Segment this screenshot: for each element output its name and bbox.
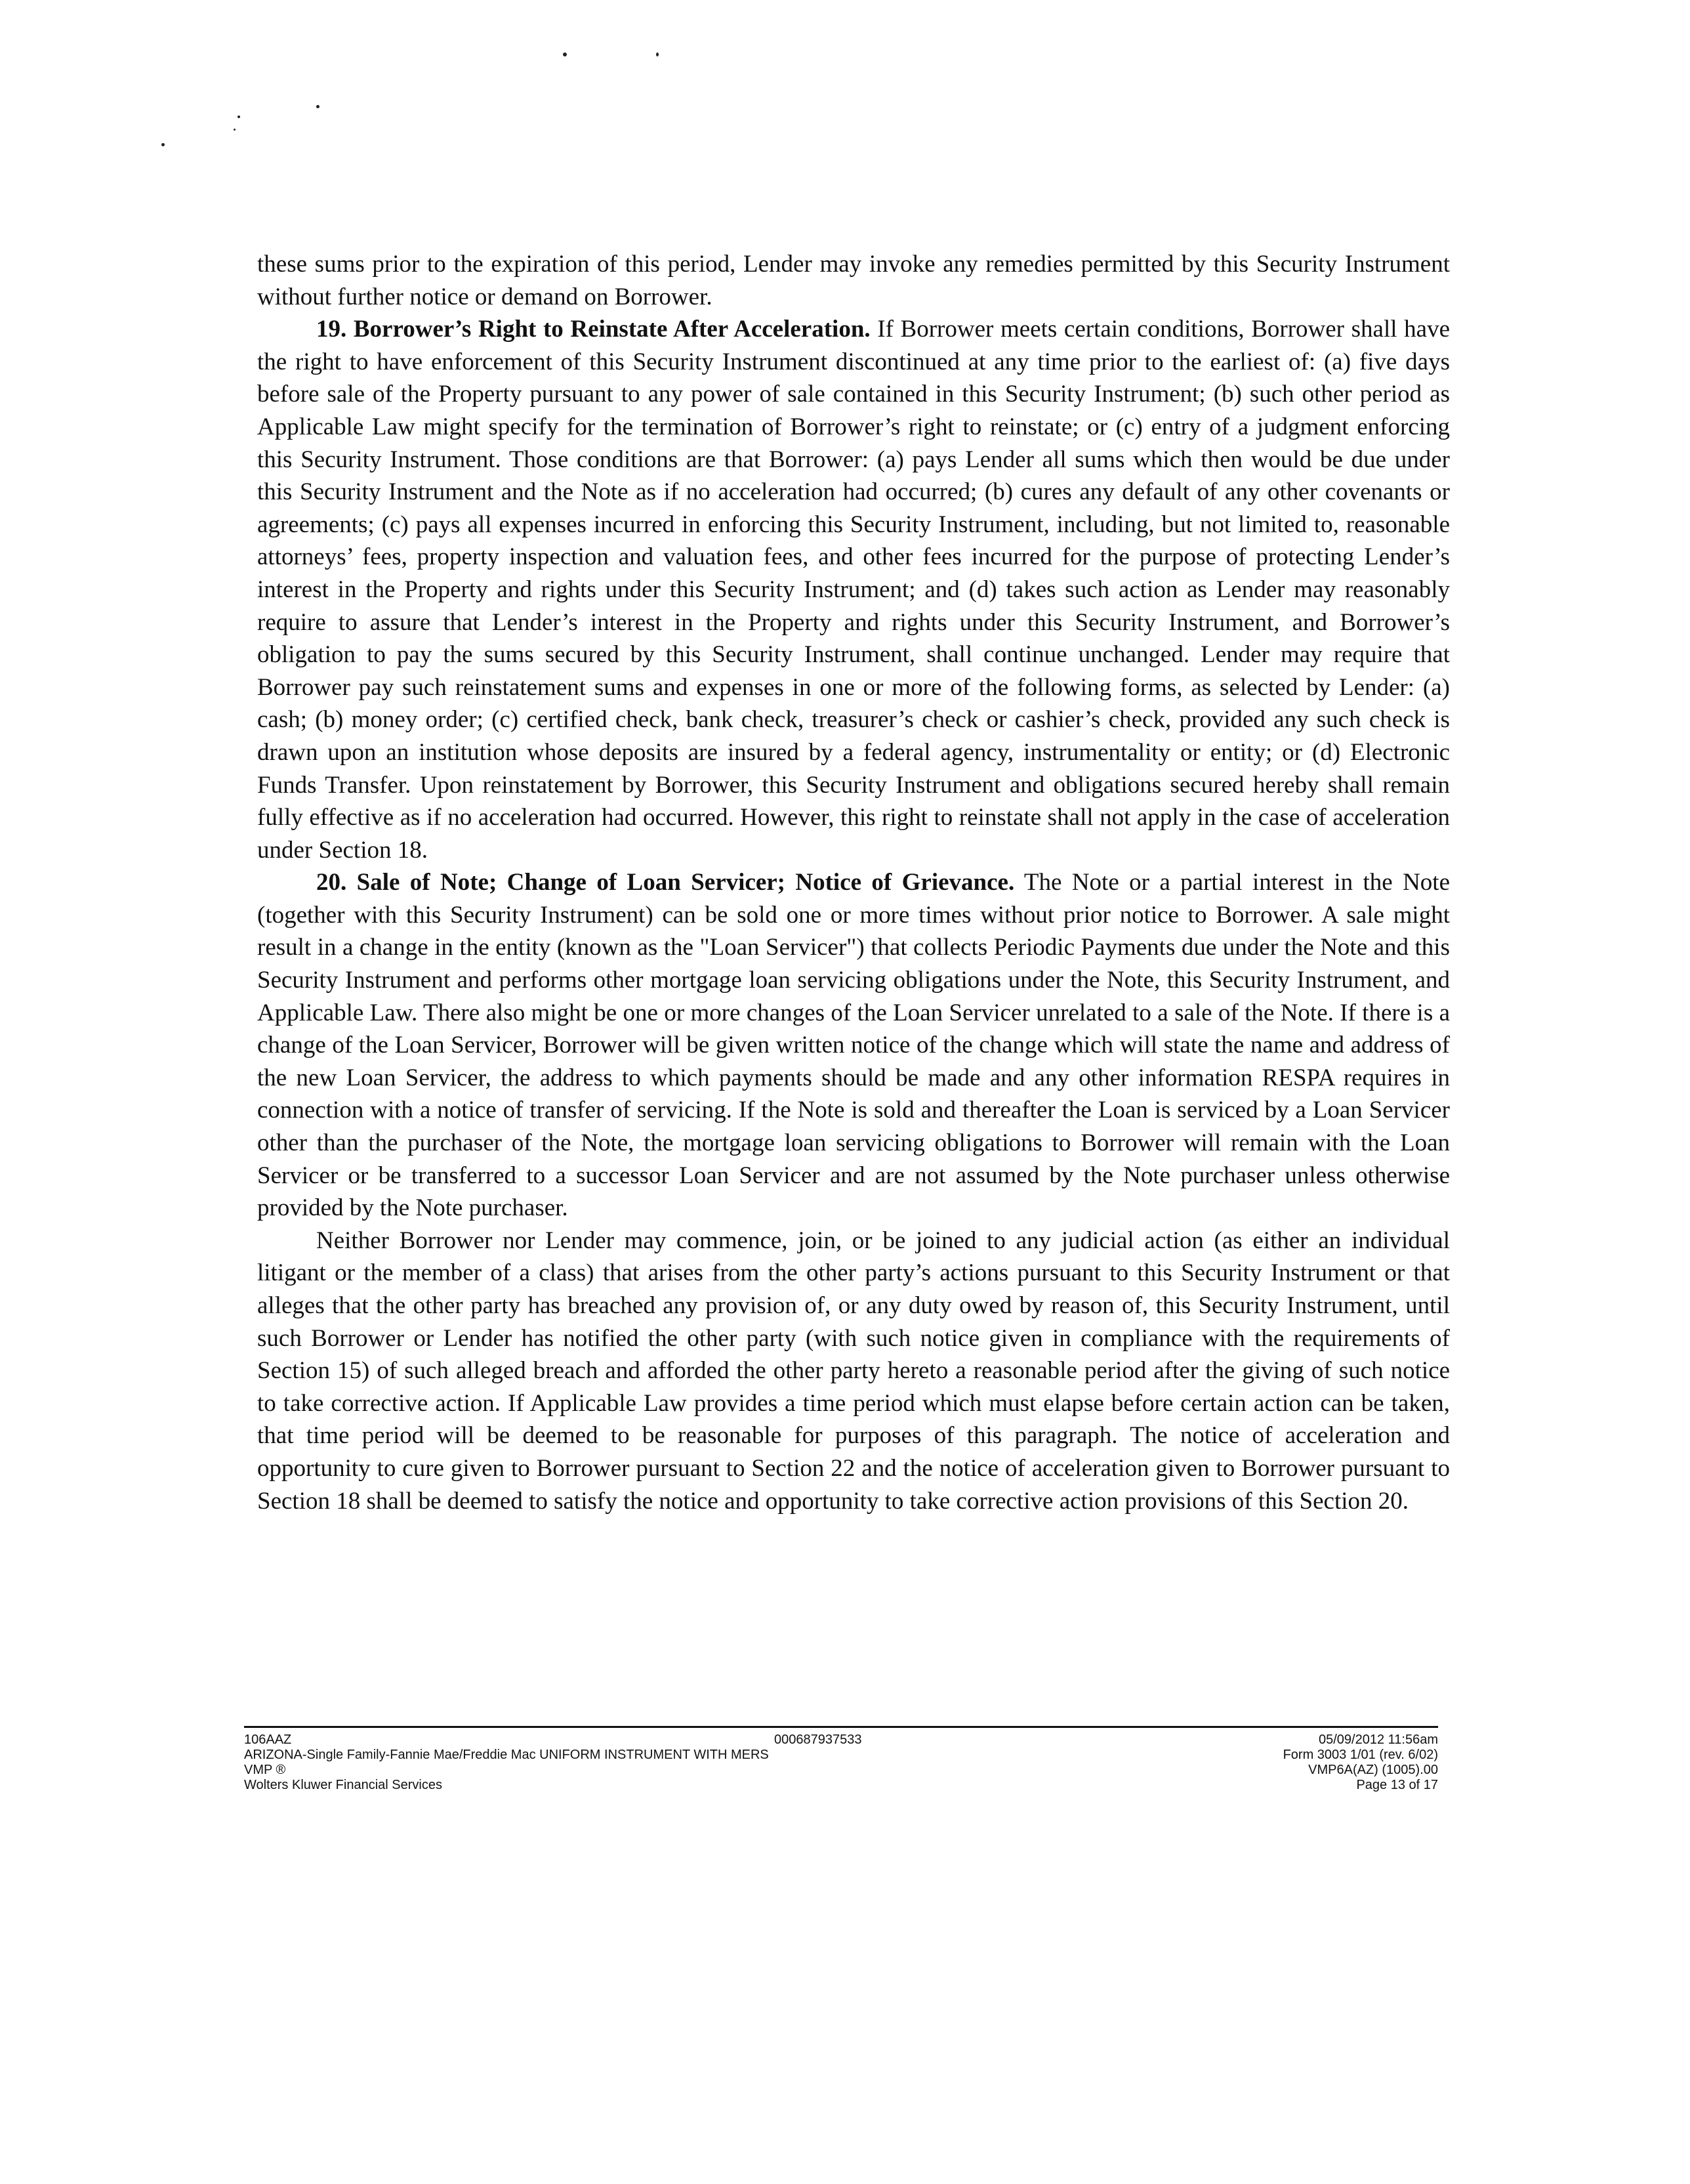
section-20-paragraph-2: Neither Borrower nor Lender may commence, join, or be joined to any judicial action (as either an individual litigant or the member of a class) that arises from the other party’s actions pursuant to this Security Instrument or that alleges that the other party has breached any provision of, or any duty owed by reason of, this Security Instrument, until such Borrower or Lender has notified the other party (with such notice given in compliance with the requirements of Section 15) of such alleged breach and afforded the other party hereto a reasonable period after the giving of such notice to take corrective action. If Applicable Law provides a time period which must elapse before certain action can be taken, that time period will be deemed to be reasonable for purposes of this paragraph. The notice of acceleration and opportunity to cure given to Borrower pursuant to Section 22 and the notice of acceleration given to Borrower pursuant to Section 18 shall be deemed to satisfy the notice and opportunity to take corrective action provisions of this Section 20.	[257, 1227, 1450, 1515]
scan-speck	[656, 52, 659, 56]
scan-speck	[316, 105, 319, 108]
section-20-paragraph	[257, 866, 1450, 1225]
form-title: ARIZONA-Single Family-Fannie Mae/Freddie Mac UNIFORM INSTRUMENT WITH MERS	[244, 1748, 769, 1762]
section-20-heading: 20. Sale of Note; Change of Loan Servicer; Notice of Grievance.	[316, 869, 1015, 896]
continuation-paragraph: these sums prior to the expiration of this period, Lender may invoke any remedies permitted by this Security Instrument without further notice or demand on Borrower.	[257, 251, 1450, 310]
scan-speck	[237, 116, 240, 118]
section-19-text: If Borrower meets certain conditions, Borrower shall have the right to have enforcement of this Security Instrument discontinued at any time prior to the earliest of: (a) five days before sale of the Property pursuant to any power of sale contained in this Security Instrument; (b) such other period as Applicable Law might specify for the termination of Borrower’s right to reinstate; or (c) entry of a judgment enforcing this Security Instrument. Those conditions are that Borrower: (a) pays Lender all sums which then would be due under this Security Instrument and the Note as if no acceleration had occurred; (b) cures any default of any other covenants or agreements; (c) pays all expenses incurred in enforcing this Security Instrument, including, but not limited to, reasonable attorneys’ fees, property inspection and valuation fees, and other fees incurred for the purpose of protecting Lender’s interest in the Property and rights under this Security Instrument; and (d) takes such action as Lender may reasonably require to assure that Lender’s interest in the Property and rights under this Security Instrument, and Borrower’s obligation to pay the sums secured by this Security Instrument, shall continue unchanged. Lender may require that Borrower pay such reinstatement sums and expenses in one or more of the following forms, as selected by Lender: (a) cash; (b) money order; (c) certified check, bank check, treasurer’s check or cashier’s check, provided any such check is drawn upon an institution whose deposits are insured by a federal agency, instrumentality or entity; or (d) Electronic Funds Transfer. Upon reinstatement by Borrower, this Security Instrument and obligations secured hereby shall remain fully effective as if no acceleration had occurred. However, this right to reinstate shall not apply in the case of acceleration under Section 18.	[257, 316, 1450, 864]
footer-right	[1283, 1732, 1438, 1793]
section-19-heading: 19. Borrower’s Right to Reinstate After Acceleration.	[316, 316, 871, 343]
form-code: 106AAZ	[244, 1732, 292, 1747]
form-version: VMP6A(AZ) (1005).00	[1308, 1763, 1438, 1777]
print-timestamp: 05/09/2012 11:56am	[1318, 1732, 1438, 1747]
publisher-name: Wolters Kluwer Financial Services	[244, 1778, 442, 1792]
form-number: Form 3003 1/01 (rev. 6/02)	[1283, 1748, 1438, 1762]
page-footer	[244, 1732, 1438, 1831]
loan-number: 000687937533	[774, 1732, 862, 1747]
scan-speck	[563, 52, 567, 56]
scan-speck	[161, 143, 165, 146]
footer-divider	[244, 1726, 1438, 1728]
section-19-paragraph	[257, 313, 1450, 866]
page-number: Page 13 of 17	[1356, 1778, 1438, 1792]
document-body	[257, 248, 1450, 1517]
section-20-text: The Note or a partial interest in the Note (together with this Security Instrument) can be sold one or more times without prior notice to Borrower. A sale might result in a change in the entity (known as the "Loan Servicer") that collects Periodic Payments due under the Note and this Security Instrument and performs other mortgage loan servicing obligations under the Note, this Security Instrument, and Applicable Law. There also might be one or more changes of the Loan Servicer unrelated to a sale of the Note. If there is a change of the Loan Servicer, Borrower will be given written notice of the change which will state the name and address of the new Loan Servicer, the address to which payments should be made and any other information RESPA requires in connection with a notice of transfer of servicing. If the Note is sold and thereafter the Loan is serviced by a Loan Servicer other than the purchaser of the Note, the mortgage loan servicing obligations to Borrower will remain with the Loan Servicer or be transferred to a successor Loan Servicer and are not assumed by the Note purchaser unless otherwise provided by the Note purchaser.	[257, 869, 1450, 1222]
vmp-mark: VMP ®	[244, 1763, 286, 1777]
scan-speck	[234, 129, 236, 131]
